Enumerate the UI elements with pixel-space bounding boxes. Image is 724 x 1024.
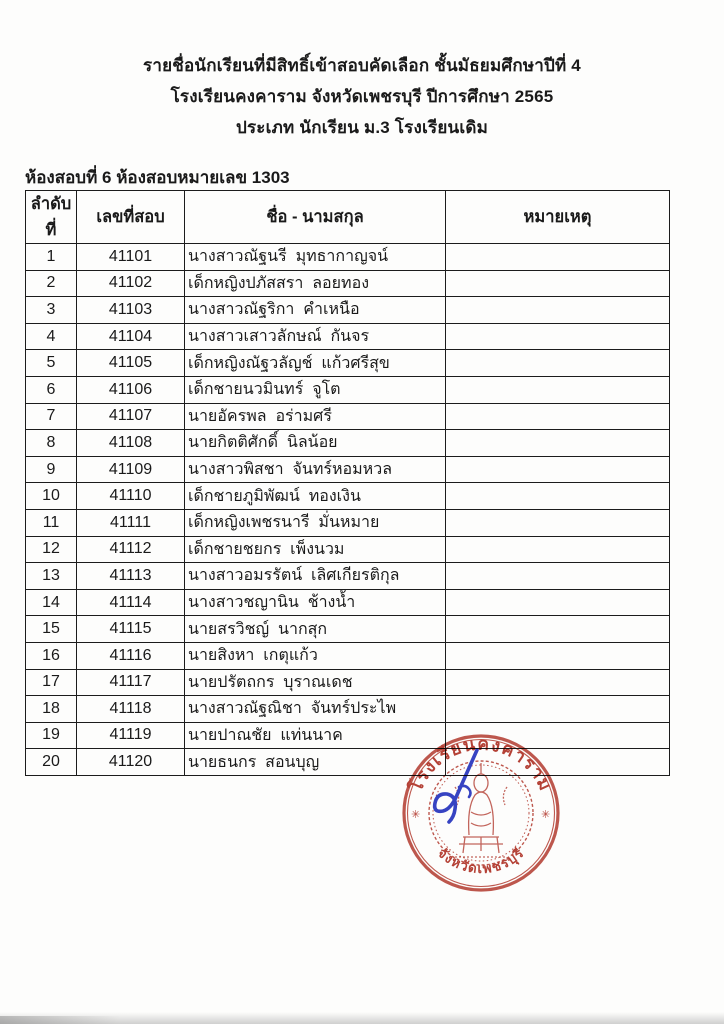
name-cell: นางสาวชญานิน ช้างน้ำ bbox=[185, 589, 446, 616]
table-row bbox=[26, 403, 670, 430]
exam-no-cell: 41119 bbox=[77, 722, 185, 749]
remark-cell bbox=[446, 749, 670, 776]
table-header-row bbox=[26, 191, 670, 244]
stamp-emblem bbox=[455, 763, 507, 857]
name-cell: นายปาณชัย แท่นนาค bbox=[185, 722, 446, 749]
column-header-exam-no: เลขที่สอบ bbox=[77, 191, 185, 244]
stamp-top-text: โรงเรียนคงคาราม bbox=[405, 733, 557, 795]
exam-no-cell: 41113 bbox=[77, 563, 185, 590]
order-cell: 7 bbox=[26, 403, 77, 430]
student-roster-table bbox=[25, 190, 670, 776]
remark-cell bbox=[446, 297, 670, 324]
table-row bbox=[26, 350, 670, 377]
name-cell: เด็กชายภูมิพัฒน์ ทองเงิน bbox=[185, 483, 446, 510]
remark-cell bbox=[446, 722, 670, 749]
table-row bbox=[26, 589, 670, 616]
remark-cell bbox=[446, 589, 670, 616]
table-row bbox=[26, 616, 670, 643]
table-row bbox=[26, 509, 670, 536]
exam-no-cell: 41115 bbox=[77, 616, 185, 643]
exam-no-cell: 41112 bbox=[77, 536, 185, 563]
remark-cell bbox=[446, 536, 670, 563]
table-row bbox=[26, 563, 670, 590]
order-cell: 14 bbox=[26, 589, 77, 616]
exam-no-cell: 41109 bbox=[77, 456, 185, 483]
order-cell: 12 bbox=[26, 536, 77, 563]
order-cell: 16 bbox=[26, 642, 77, 669]
remark-cell bbox=[446, 403, 670, 430]
name-cell: เด็กชายนวมินทร์ จูโต bbox=[185, 376, 446, 403]
exam-no-cell: 41111 bbox=[77, 509, 185, 536]
name-cell: นางสาวพิสชา จันทร์หอมหวล bbox=[185, 456, 446, 483]
table-row bbox=[26, 297, 670, 324]
remark-cell bbox=[446, 642, 670, 669]
table-row bbox=[26, 483, 670, 510]
order-cell: 17 bbox=[26, 669, 77, 696]
remark-cell bbox=[446, 509, 670, 536]
name-cell: นายธนกร สอนบุญ bbox=[185, 749, 446, 776]
title-line-3: ประเภท นักเรียน ม.3 โรงเรียนเดิม bbox=[235, 118, 488, 137]
table-row bbox=[26, 376, 670, 403]
name-cell: นายอัครพล อร่ามศรี bbox=[185, 403, 446, 430]
order-cell: 10 bbox=[26, 483, 77, 510]
svg-text:จังหวัดเพชรบุรี bbox=[435, 845, 527, 876]
exam-no-cell: 41108 bbox=[77, 430, 185, 457]
remark-cell bbox=[446, 350, 670, 377]
remark-cell bbox=[446, 244, 670, 271]
exam-no-cell: 41104 bbox=[77, 323, 185, 350]
name-cell: นางสาวณัฐนรี มุทธากาญจน์ bbox=[185, 244, 446, 271]
scan-artifact-corner bbox=[0, 1016, 120, 1024]
remark-cell bbox=[446, 616, 670, 643]
name-cell: นายสรวิชญ์ นากสุก bbox=[185, 616, 446, 643]
name-cell: เด็กหญิงณัฐวลัญช์ แก้วศรีสุข bbox=[185, 350, 446, 377]
exam-no-cell: 41116 bbox=[77, 642, 185, 669]
stamp-bottom-text: จังหวัดเพชรบุรี bbox=[434, 845, 528, 877]
table-row bbox=[26, 536, 670, 563]
order-cell: 9 bbox=[26, 456, 77, 483]
exam-no-cell: 41107 bbox=[77, 403, 185, 430]
stamp-left-ornament-icon: ✳ bbox=[411, 809, 421, 821]
order-cell: 19 bbox=[26, 722, 77, 749]
exam-no-cell: 41110 bbox=[77, 483, 185, 510]
remark-cell bbox=[446, 430, 670, 457]
exam-no-cell: 41102 bbox=[77, 270, 185, 297]
exam-no-cell: 41117 bbox=[77, 669, 185, 696]
table-row bbox=[26, 270, 670, 297]
order-cell: 11 bbox=[26, 509, 77, 536]
table-row bbox=[26, 244, 670, 271]
exam-no-cell: 41106 bbox=[77, 376, 185, 403]
remark-cell bbox=[446, 696, 670, 723]
order-cell: 1 bbox=[26, 244, 77, 271]
order-cell: 8 bbox=[26, 430, 77, 457]
exam-no-cell: 41103 bbox=[77, 297, 185, 324]
name-cell: นางสาวณัฐริกา คำเหนือ bbox=[185, 297, 446, 324]
name-cell: เด็กชายชยกร เพ็งนวม bbox=[185, 536, 446, 563]
name-cell: นางสาวอมรรัตน์ เลิศเกียรติกุล bbox=[185, 563, 446, 590]
table-row bbox=[26, 642, 670, 669]
exam-no-cell: 41114 bbox=[77, 589, 185, 616]
exam-room-heading: ห้องสอบที่ 6 ห้องสอบหมายเลข 1303 bbox=[25, 168, 290, 187]
order-cell: 4 bbox=[26, 323, 77, 350]
exam-no-cell: 41120 bbox=[77, 749, 185, 776]
name-cell: นางสาวณัฐณิชา จันทร์ประไพ bbox=[185, 696, 446, 723]
title-line-1: รายชื่อนักเรียนที่มีสิทธิ์เข้าสอบคัดเลือก ชั้นมัธยมศึกษาปีที่ 4 bbox=[143, 56, 581, 75]
order-cell: 20 bbox=[26, 749, 77, 776]
table-row bbox=[26, 749, 670, 776]
order-cell: 6 bbox=[26, 376, 77, 403]
remark-cell bbox=[446, 323, 670, 350]
title-line-2: โรงเรียนคงคาราม จังหวัดเพชรบุรี ปีการศึกษา 2565 bbox=[170, 87, 554, 106]
order-cell: 13 bbox=[26, 563, 77, 590]
order-cell: 5 bbox=[26, 350, 77, 377]
name-cell: นายกิตติศักดิ์ นิลน้อย bbox=[185, 430, 446, 457]
table-row bbox=[26, 722, 670, 749]
remark-cell bbox=[446, 483, 670, 510]
exam-no-cell: 41101 bbox=[77, 244, 185, 271]
name-cell: นายสิงหา เกตุแก้ว bbox=[185, 642, 446, 669]
column-header-remark: หมายเหตุ bbox=[446, 191, 670, 244]
exam-no-cell: 41118 bbox=[77, 696, 185, 723]
column-header-order: ลำดับที่ bbox=[26, 191, 77, 244]
order-cell: 18 bbox=[26, 696, 77, 723]
table-row bbox=[26, 669, 670, 696]
remark-cell bbox=[446, 376, 670, 403]
table-row bbox=[26, 323, 670, 350]
name-cell: เด็กหญิงเพชรนารี มั่นหมาย bbox=[185, 509, 446, 536]
document-title-block bbox=[0, 50, 724, 143]
name-cell: นางสาวเสาวลักษณ์ กันจร bbox=[185, 323, 446, 350]
stamp-right-ornament-icon: ✳ bbox=[541, 809, 551, 821]
order-cell: 3 bbox=[26, 297, 77, 324]
remark-cell bbox=[446, 563, 670, 590]
name-cell: เด็กหญิงปภัสสรา ลอยทอง bbox=[185, 270, 446, 297]
order-cell: 15 bbox=[26, 616, 77, 643]
table-row bbox=[26, 430, 670, 457]
name-cell: นายปรัตถกร บุราณเดช bbox=[185, 669, 446, 696]
table-row bbox=[26, 456, 670, 483]
remark-cell bbox=[446, 669, 670, 696]
remark-cell bbox=[446, 270, 670, 297]
column-header-name: ชื่อ - นามสกุล bbox=[185, 191, 446, 244]
order-cell: 2 bbox=[26, 270, 77, 297]
table-row bbox=[26, 696, 670, 723]
exam-no-cell: 41105 bbox=[77, 350, 185, 377]
remark-cell bbox=[446, 456, 670, 483]
